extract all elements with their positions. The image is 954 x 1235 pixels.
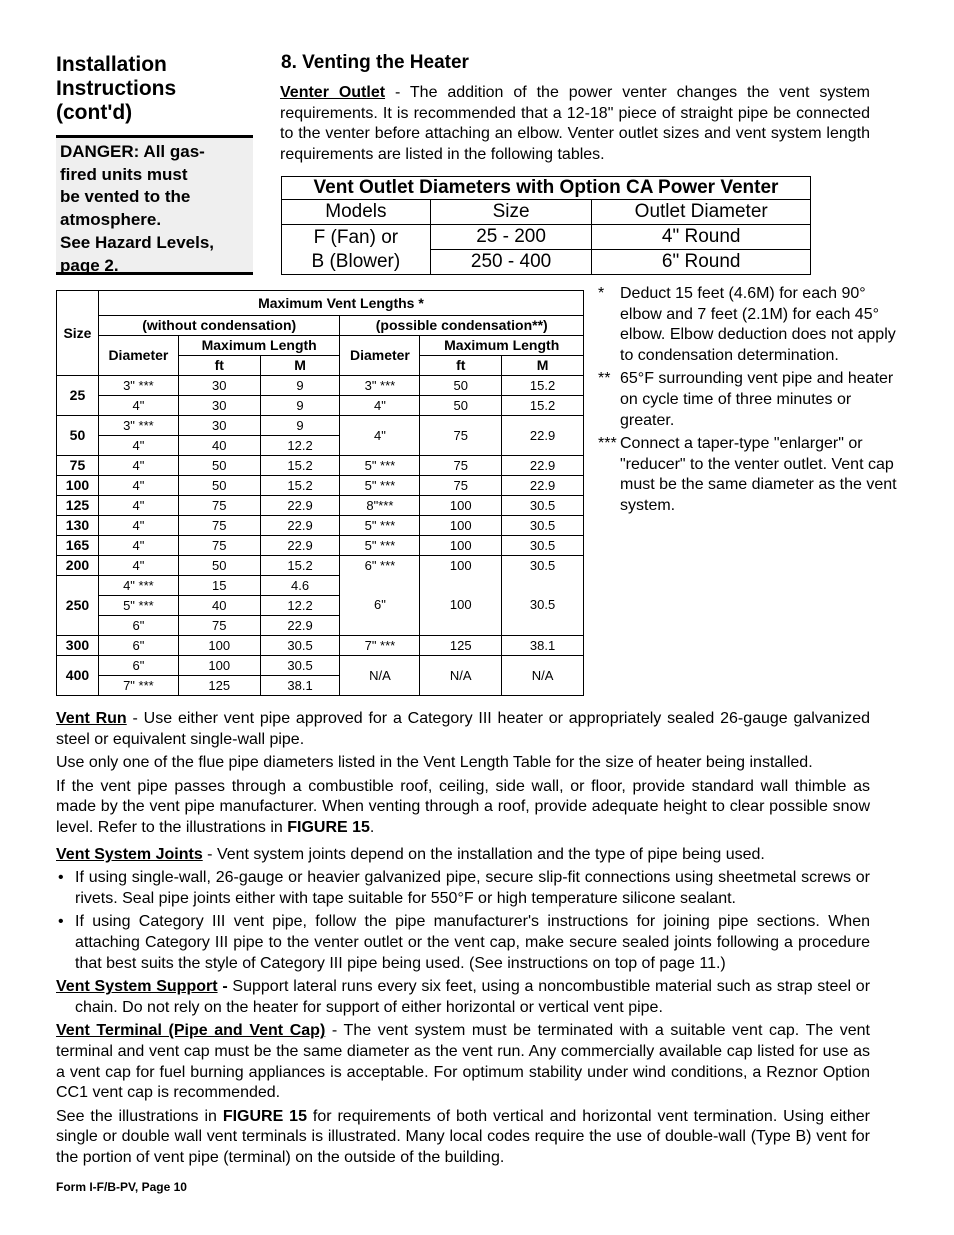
vl-header-group-a: (without condensation)	[98, 316, 340, 336]
table-cell	[502, 556, 584, 636]
vl-header-max-length: Maximum Length	[178, 336, 340, 356]
size-cell: 25	[57, 376, 99, 416]
table-cell: 40	[178, 436, 260, 456]
table-cell: 75	[178, 516, 260, 536]
table-cell: 50	[178, 456, 260, 476]
table-cell: 30.5	[502, 536, 584, 556]
table-cell: 100	[178, 636, 260, 656]
table-cell: 6"	[98, 616, 178, 636]
table-cell: 125	[178, 676, 260, 696]
venter-outlet-text: - The addition of the power venter changes the vent system requirements. It is recommended that a 12-18" piece of straight pipe be connected to the venter before attaching an elbow. Venter outlet sizes and vent system length requirements are listed in the following tables.	[280, 84, 870, 163]
danger-line: be vented to the	[60, 187, 191, 207]
cell-line: 30.5	[529, 597, 556, 612]
table-row	[57, 516, 584, 536]
bullet-item: • If using single-wall, 26-gauge or heavier galvanized pipe, secure slip-fit connections using sheetmetal screws or rivets. Seal pipe joints either with tape suitable for 550°F or high temperature silicone sealant.	[56, 868, 870, 909]
table-cell: 75	[420, 416, 502, 456]
figure-ref: FIGURE 15	[222, 1107, 307, 1125]
table-row	[57, 396, 584, 416]
table-cell: 38.1	[260, 676, 340, 696]
support-paragraph	[56, 977, 870, 1018]
table-cell: 12.2	[260, 596, 340, 616]
table-cell: 4"	[98, 516, 178, 536]
table-cell: 38.1	[502, 636, 584, 656]
table-cell: 30	[178, 376, 260, 396]
table-cell: 6"	[98, 656, 178, 676]
footnote-mark: *	[598, 285, 605, 302]
table-cell: 4"	[98, 476, 178, 496]
vent-run-paragraph	[56, 709, 870, 750]
table-cell: 100	[420, 496, 502, 516]
table-cell: 50	[420, 396, 502, 416]
table-cell: 9	[260, 416, 340, 436]
cell-line: 6" ***	[364, 558, 396, 573]
size-cell: 130	[57, 516, 99, 536]
table-cell: 5" ***	[340, 456, 420, 476]
outlet-table-caption: Vent Outlet Diameters with Option CA Power Venter	[282, 177, 811, 200]
table-cell: 22.9	[502, 416, 584, 456]
terminal-text: - The vent system must be terminated with a suitable vent cap. The vent terminal and vent cap must be the same diameter as the vent run. Any commercially available cap listed for use as a vent cap for fuel burning appliances is acceptable. For optimum stability under wind conditions, a Reznor Option CC1 vent cap is recommended.	[56, 1022, 871, 1102]
table-cell: 50	[178, 556, 260, 576]
see-paragraph	[56, 1107, 870, 1169]
terminal-label: Vent Terminal (Pipe and Vent Cap)	[56, 1022, 326, 1040]
table-cell: 4"	[98, 496, 178, 516]
outlet-model-line: F (Fan) or	[313, 226, 399, 248]
outlet-size-cell: 25 - 200	[430, 225, 592, 250]
vl-header-m: M	[502, 356, 584, 376]
table-row	[57, 496, 584, 516]
table-cell: N/A	[420, 656, 502, 696]
danger-line: fired units must	[60, 164, 188, 184]
table-cell: 15	[178, 576, 260, 596]
table-cell: 4"	[98, 396, 178, 416]
table-cell: 4"	[98, 536, 178, 556]
table-cell: 15.2	[260, 456, 340, 476]
table-row	[57, 636, 584, 656]
table-row	[57, 656, 584, 676]
danger-line: See Hazard Levels,	[60, 232, 215, 252]
vl-header-diameter: Diameter	[340, 336, 420, 376]
vl-header-ft: ft	[178, 356, 260, 376]
table-cell: 30.5	[502, 516, 584, 536]
side-title	[56, 53, 256, 125]
table-cell: 9	[260, 376, 340, 396]
table-cell	[340, 556, 420, 636]
table-cell: 22.9	[502, 476, 584, 496]
side-title-line: Instructions	[56, 77, 177, 100]
table-cell: 4"	[98, 436, 178, 456]
footnote	[598, 369, 898, 431]
table-cell: 22.9	[502, 456, 584, 476]
support-dash: -	[217, 978, 233, 996]
joints-label: Vent System Joints	[56, 845, 203, 863]
table-cell: 3" ***	[340, 376, 420, 396]
table-cell: 50	[178, 476, 260, 496]
table-row	[57, 476, 584, 496]
table-cell: 4"	[98, 456, 178, 476]
table-cell: 30.5	[502, 496, 584, 516]
body-text	[56, 709, 870, 1171]
side-title-line: (cont'd)	[56, 101, 133, 124]
footnote-text: Deduct 15 feet (4.6M) for each 90° elbow and 7 feet (2.1M) for each 45° elbow. Elbow deduction does not apply to condensation determination.	[620, 285, 896, 364]
thimble-end: .	[369, 818, 375, 836]
thimble-text: If the vent pipe passes through a combustible roof, ceiling, side wall, or floor, provide standard wall thimble as made by the vent pipe manufacturer. When venting through a roof, provide adequate height to clear possible snow level. Refer to the illustrations in	[56, 777, 870, 836]
cell-line: 100	[449, 558, 472, 573]
table-cell: 7" ***	[340, 636, 420, 656]
joints-text: - Vent system joints depend on the installation and the type of pipe being used.	[202, 845, 765, 863]
vl-header-max-length: Maximum Length	[420, 336, 584, 356]
danger-line: atmosphere.	[60, 210, 162, 230]
size-cell: 165	[57, 536, 99, 556]
table-cell: 100	[420, 516, 502, 536]
footnotes	[598, 284, 898, 520]
joints-paragraph	[56, 845, 870, 866]
table-cell: 5" ***	[98, 596, 178, 616]
vent-run-label: Vent Run	[56, 710, 127, 727]
outlet-diameter-table	[281, 176, 811, 275]
table-cell: 4.6	[260, 576, 340, 596]
table-cell: 22.9	[260, 536, 340, 556]
support-text: Support lateral runs every six feet, using a noncombustible material such as strap steel or chain. Do not rely on the heater for support of either horizontal or vertical vent pipe.	[75, 978, 871, 1016]
table-cell: 15.2	[260, 476, 340, 496]
terminal-paragraph	[56, 1021, 870, 1103]
table-cell: 75	[178, 496, 260, 516]
table-cell: 22.9	[260, 516, 340, 536]
footnote-text: Connect a taper-type "enlarger" or "reducer" to the venter outlet. Vent cap must be the same diameter as the vent system.	[620, 435, 897, 514]
figure-ref: FIGURE 15	[287, 818, 370, 836]
table-cell: 15.2	[260, 556, 340, 576]
table-row	[57, 376, 584, 396]
vl-header-diameter: Diameter	[98, 336, 178, 376]
table-cell: 50	[420, 376, 502, 396]
table-cell: 100	[178, 656, 260, 676]
vl-header-m: M	[260, 356, 340, 376]
vl-header-group-b: (possible condensation**)	[340, 316, 584, 336]
outlet-size-cell: 250 - 400	[430, 250, 592, 275]
table-cell: 12.2	[260, 436, 340, 456]
size-cell: 200	[57, 556, 99, 576]
table-cell: 75	[178, 616, 260, 636]
footnote-text: 65°F surrounding vent pipe and heater on cycle time of three minutes or greater.	[620, 370, 894, 429]
size-cell: 50	[57, 416, 99, 456]
table-cell	[420, 556, 502, 636]
outlet-model-line: B (Blower)	[311, 250, 401, 272]
table-cell: 4"	[340, 396, 420, 416]
outlet-models-cell	[282, 225, 431, 275]
size-cell: 125	[57, 496, 99, 516]
table-cell: 100	[420, 536, 502, 556]
venter-outlet-label: Venter Outlet	[280, 84, 386, 101]
table-row	[57, 536, 584, 556]
table-cell: 4"	[340, 416, 420, 456]
flue-paragraph: Use only one of the flue pipe diameters listed in the Vent Length Table for the size of heater being installed.	[56, 754, 813, 772]
table-cell: 22.9	[260, 496, 340, 516]
outlet-header-models: Models	[282, 200, 431, 225]
outlet-header-diameter: Outlet Diameter	[592, 200, 811, 225]
see-text: See the illustrations in	[56, 1107, 223, 1125]
table-cell: 22.9	[260, 616, 340, 636]
table-cell: N/A	[340, 656, 420, 696]
table-cell: 30.5	[260, 636, 340, 656]
table-cell: 4"	[98, 556, 178, 576]
bullet-item: • If using Category III vent pipe, follow the pipe manufacturer's instructions for joining pipe sections. When attaching Category III pipe to the venter outlet or the vent cap, make secure sealed joints following a procedure that best suits the style of Category III pipe being used. (See instructions on top of page 11.)	[56, 912, 870, 974]
outlet-diameter-cell: 6" Round	[592, 250, 811, 275]
see-text-end: for requirements of both vertical and horizontal vent termination. Using either single or double wall vent terminals is illustrated. Many local codes require the use of double-wall (Type B) vent for the portion of vent pipe (terminal) on the outside of the building.	[56, 1107, 870, 1166]
outlet-header-size: Size	[430, 200, 592, 225]
size-cell: 75	[57, 456, 99, 476]
table-cell: 40	[178, 596, 260, 616]
table-cell: 6"	[98, 636, 178, 656]
vl-header-size: Size	[57, 291, 99, 376]
table-cell: 8"***	[340, 496, 420, 516]
vl-header-ft: ft	[420, 356, 502, 376]
outlet-diameter-cell: 4" Round	[592, 225, 811, 250]
size-cell: 250	[57, 576, 99, 636]
footnote	[598, 284, 898, 366]
danger-line: page 2.	[60, 255, 119, 275]
table-cell: 3" ***	[98, 416, 178, 436]
danger-line: DANGER: All gas-	[60, 142, 205, 161]
section-heading: 8. Venting the Heater	[281, 52, 469, 73]
table-cell: 5" ***	[340, 476, 420, 496]
vl-header-title: Maximum Vent Lengths *	[98, 291, 583, 316]
thimble-paragraph	[56, 777, 870, 839]
cell-line: 30.5	[529, 558, 556, 573]
size-cell: 300	[57, 636, 99, 656]
table-cell: 15.2	[502, 376, 584, 396]
table-cell: 75	[420, 476, 502, 496]
side-title-line: Installation	[56, 53, 167, 76]
page-footer: Form I-F/B-PV, Page 10	[56, 1180, 187, 1194]
table-cell: 30	[178, 396, 260, 416]
size-cell: 400	[57, 656, 99, 696]
table-cell: 4" ***	[98, 576, 178, 596]
table-row	[57, 456, 584, 476]
table-cell: 9	[260, 396, 340, 416]
table-cell: 30	[178, 416, 260, 436]
table-cell: 75	[420, 456, 502, 476]
table-cell: 75	[178, 536, 260, 556]
footnote	[598, 434, 898, 516]
table-cell: 125	[420, 636, 502, 656]
cell-line: 100	[449, 597, 472, 612]
table-row	[57, 416, 584, 436]
table-cell: N/A	[502, 656, 584, 696]
vent-length-table	[56, 290, 584, 696]
cell-line: 6"	[373, 597, 386, 612]
table-cell: 5" ***	[340, 536, 420, 556]
support-label: Vent System Support	[56, 978, 218, 996]
table-cell: 7" ***	[98, 676, 178, 696]
danger-box	[56, 135, 253, 275]
table-row	[57, 556, 584, 576]
table-cell: 30.5	[260, 656, 340, 676]
venter-outlet-paragraph	[280, 83, 870, 165]
footnote-mark: **	[598, 370, 611, 388]
table-cell: 15.2	[502, 396, 584, 416]
vent-run-text: - Use either vent pipe approved for a Category III heater or appropriately sealed 26-gauge galvanized steel or equivalent single-wall pipe.	[56, 710, 871, 748]
table-cell: 5" ***	[340, 516, 420, 536]
table-cell: 3" ***	[98, 376, 178, 396]
footnote-mark: ***	[598, 435, 617, 453]
size-cell: 100	[57, 476, 99, 496]
